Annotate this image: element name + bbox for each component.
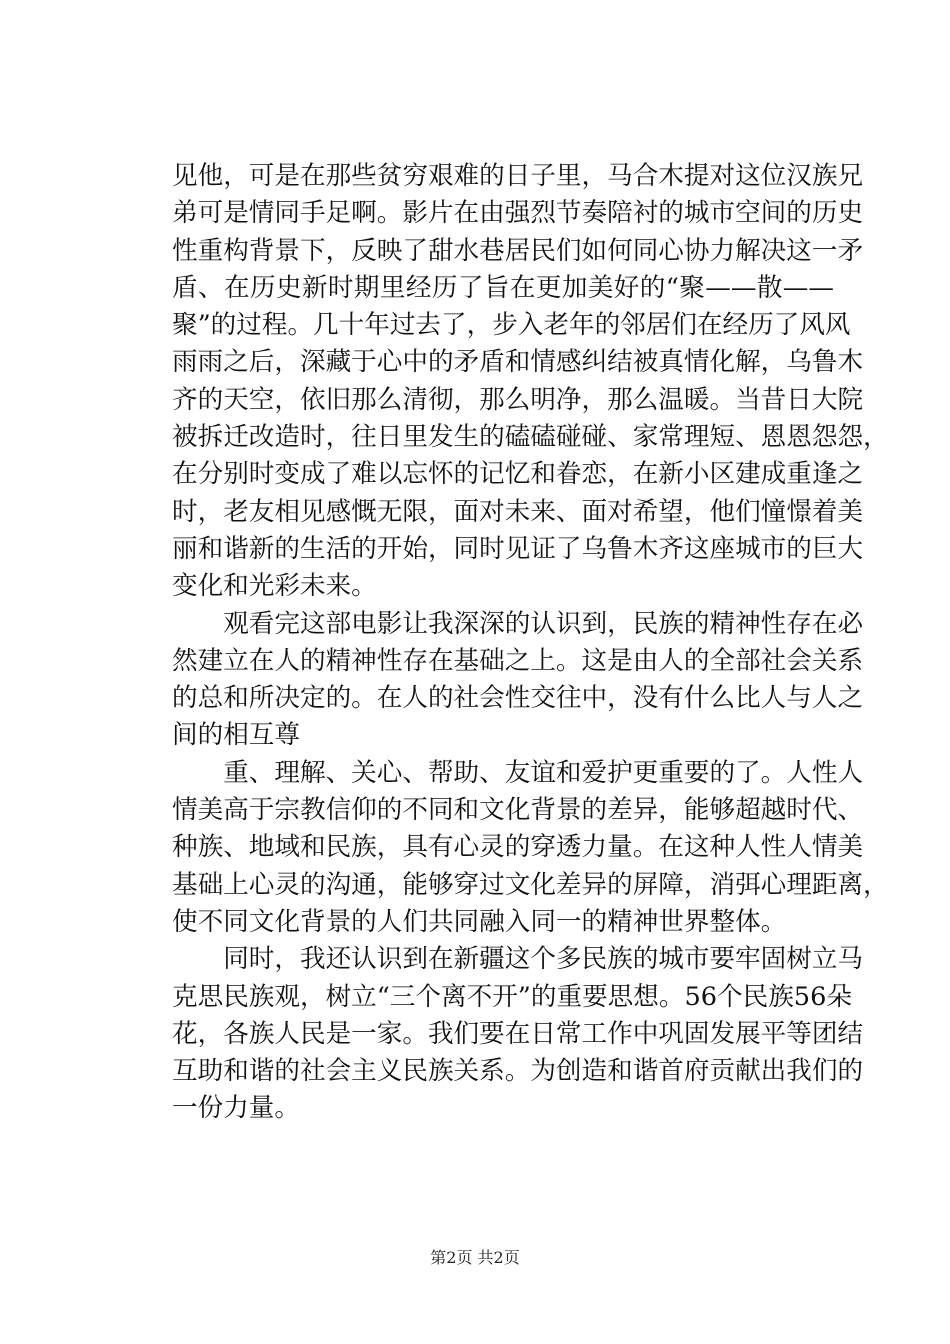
text-line: 然建立在人的精神性存在基础之上。这是由人的全部社会关系	[172, 645, 864, 676]
text-line: 的总和所决定的。在人的社会性交往中，没有什么比人与人之	[172, 683, 864, 714]
text-line: 克思民族观，树立“三个离不开”的重要思想。56个民族56朵	[172, 981, 852, 1012]
text-line: 一份力量。	[172, 1093, 300, 1124]
text-line: 同时，我还认识到在新疆这个多民族的城市要牢固树立马	[172, 944, 864, 975]
text-line: 丽和谐新的生活的开始，同时见证了乌鲁木齐这座城市的巨大	[172, 533, 864, 564]
text-line: 基础上心灵的沟通，能够穿过文化差异的屏障，消弭心理距离，	[172, 869, 889, 900]
text-line: 变化和光彩未来。	[172, 571, 377, 602]
text-line: 齐的天空，依旧那么清彻，那么明净，那么温暖。当昔日大院	[172, 384, 864, 415]
page-footer: 第2页 共2页	[430, 1248, 520, 1267]
text-line: 见他，可是在那些贫穷艰难的日子里，马合木提对这位汉族兄	[172, 161, 864, 191]
text-line: 种族、地域和民族，具有心灵的穿透力量。在这种人性人情美	[172, 832, 864, 863]
text-line: 使不同文化背景的人们共同融入同一的精神世界整体。	[172, 906, 787, 937]
text-line: 盾、在历史新时期里经历了旨在更加美好的“聚——散——	[172, 272, 834, 303]
text-line: 花，各族人民是一家。我们要在日常工作中巩固发展平等团结	[172, 1018, 864, 1049]
text-line: 间的相互尊	[172, 720, 300, 751]
text-line: 情美高于宗教信仰的不同和文化背景的差异，能够超越时代、	[172, 795, 864, 826]
text-line: 互助和谐的社会主义民族关系。为创造和谐首府贡献出我们的	[172, 1056, 864, 1087]
text-line: 聚”的过程。几十年过去了，步入老年的邻居们在经历了风风	[172, 310, 851, 341]
text-line: 时，老友相见感慨无限，面对未来、面对希望，他们憧憬着美	[172, 496, 864, 527]
text-line: 雨雨之后，深藏于心中的矛盾和情感纠结被真情化解，乌鲁木	[172, 347, 864, 378]
text-line: 弟可是情同手足啊。影片在由强烈节奏陪衬的城市空间的历史	[172, 198, 864, 229]
text-line: 性重构背景下，反映了甜水巷居民们如何同心协力解决这一矛	[172, 235, 864, 266]
text-line: 重、理解、关心、帮助、友谊和爱护更重要的了。人性人	[172, 757, 864, 788]
text-line: 被拆迁改造时，往日里发生的磕磕碰碰、家常理短、恩恩怨怨，	[172, 422, 889, 453]
body-text	[172, 158, 889, 1128]
text-line: 观看完这部电影让我深深的认识到，民族的精神性存在必	[172, 608, 864, 639]
text-line: 在分别时变成了难以忘怀的记忆和眷恋，在新小区建成重逢之	[172, 459, 864, 490]
